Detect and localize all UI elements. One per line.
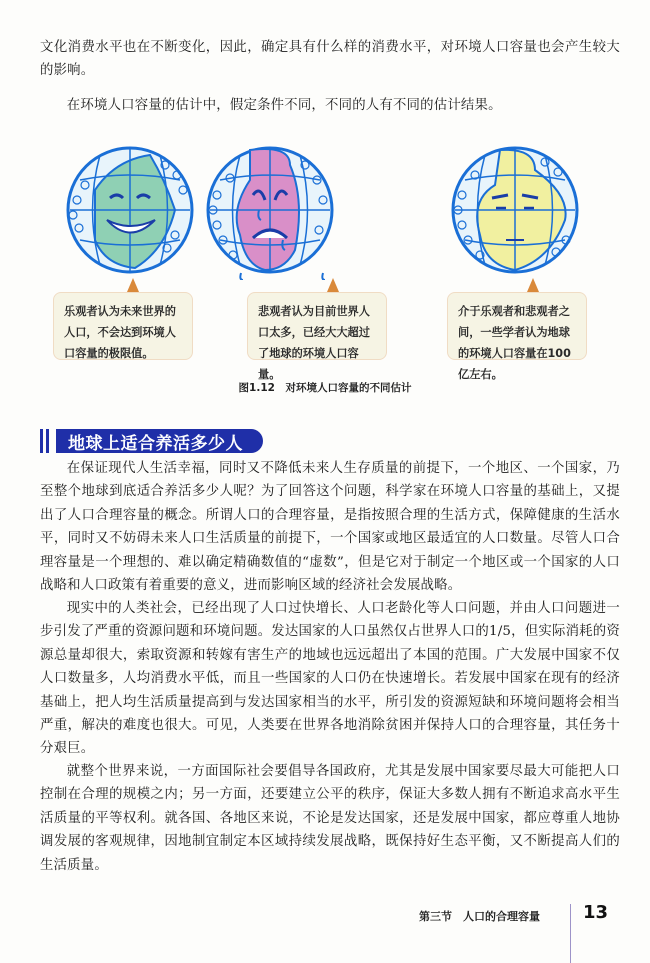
section-heading: [40, 428, 263, 454]
figure-1-12: [0, 140, 650, 400]
callout-pointer: [127, 278, 139, 292]
heading-bar-decoration: [40, 429, 43, 453]
optimistic-callout: 乐观者认为未来世界的人口，不会达到环境人口容量的极限值。: [53, 292, 193, 360]
intro-paragraph-1: 文化消费水平也在不断变化，因此，确定具有什么样的消费水平，对环境人口容量也会产生较大的影响。: [40, 40, 620, 79]
page-footer: [0, 904, 650, 963]
footer-section-title: 第三节 人口的合理容量: [419, 910, 540, 923]
section-heading-banner: 地球上适合养活多少人: [56, 429, 263, 453]
pessimistic-callout: 悲观者认为目前世界人口太多，已经大大超过了地球的环境人口容量。: [247, 292, 387, 360]
crying-globe-icon: [195, 140, 345, 280]
body-paragraph-2: 现实中的人类社会，已经出现了人口过快增长、人口老龄化等人口问题，并由人口问题进一步引发了严重的资源问题和环境问题。发达国家的人口虽然仅占世界人口的1/5，但实际消耗的资源总量却很大，索取资源和转嫁有害生产的地域也远远超出了本国的范围。广大发展中国家不仅人口数量多，人均消费水平低，而且一些国家的人口仍在快速增长。若发展中国家在现有的经济基础上，把人均生活质量提高到与发达国家相当的水平，所引发的资源短缺和环境问题将会相当严重，解决的难度也很大。可见，人类要在世界各地消除贫困并保持人口的合理容量，其任务十分艰巨。: [40, 601, 620, 757]
optimistic-globe-illustration: [55, 140, 205, 280]
neutral-callout: 介于乐观者和悲观者之间，一些学者认为地球的环境人口容量在100亿左右。: [447, 292, 587, 360]
body-paragraph-1: 在保证现代人生活幸福，同时又不降低未来人生存质量的前提下，一个地区、一个国家，乃至整个地球到底适合养活多少人呢？为了回答这个问题，科学家在环境人口容量的基础上，又提出了人口合理容量的概念。所谓人口的合理容量，是指按照合理的生活方式，保障健康的生活水平，同时又不妨碍未来人口生活质量的前提下，一个国家或地区最适宜的人口数量。尽管人口合理容量是一个理想的、难以确定精确数值的“虚数”，但是它对于制定一个地区或一个国家的人口战略和人口政策有着重要的意义，进而影响区域的经济社会发展战略。: [40, 461, 620, 594]
pessimistic-globe-illustration: [195, 140, 345, 280]
smiling-globe-icon: [55, 140, 205, 280]
heading-bar-decoration: [46, 429, 49, 453]
neutral-globe-icon: [440, 140, 590, 280]
intro-paragraph-2: 在环境人口容量的估计中，假定条件不同，不同的人有不同的估计结果。: [66, 98, 502, 113]
page-number: 13: [583, 902, 609, 923]
neutral-globe-illustration: [440, 140, 590, 280]
figure-caption: 图1.12 对环境人口容量的不同估计: [238, 382, 412, 394]
footer-divider: [570, 904, 571, 963]
callout-pointer: [527, 278, 539, 292]
body-paragraph-3: 就整个世界来说，一方面国际社会要倡导各国政府，尤其是发展中国家要尽最大可能把人口控制在合理的规模之内；另一方面，还要建立公平的秩序，保证大多数人拥有不断追求高水平生活质量的平等权利。就各国、各地区来说，不论是发达国家，还是发展中国家，都应尊重人地协调发展的客观规律，因地制宜制定本区域持续发展战略，既保持好生态平衡，又不断提高人们的生活质量。: [40, 764, 620, 873]
callout-pointer: [327, 278, 339, 292]
